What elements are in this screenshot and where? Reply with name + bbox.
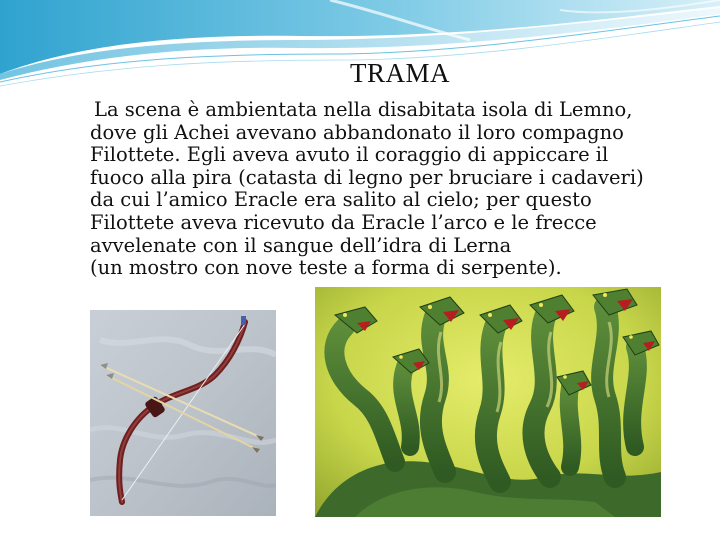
plot-paragraph: [90, 99, 690, 280]
paragraph-line: avvelenate con il sangue dell’idra di Lerna: [90, 233, 512, 257]
paragraph-line: fuoco alla pira (catasta di legno per bruciare i cadaveri): [90, 165, 644, 189]
paragraph-line: da cui l’amico Eracle era salito al cielo; per questo: [90, 188, 592, 212]
paragraph-line: Filottete. Egli aveva avuto il coraggio di appiccare il: [90, 143, 609, 167]
paragraph-line: dove gli Achei avevano abbandonato il loro compagno: [90, 120, 624, 144]
bow-and-arrows-photo: [90, 310, 276, 516]
paragraph-line: Filottete aveva ricevuto da Eracle l’arco e le frecce: [90, 210, 597, 234]
slide-title: TRAMA: [349, 58, 450, 88]
hydra-illustration: [315, 287, 661, 517]
paragraph-line: La scena è ambientata nella disabitata isola di Lemno,: [94, 98, 633, 121]
paragraph-line: (un mostro con nove teste a forma di serpente).: [90, 256, 562, 280]
